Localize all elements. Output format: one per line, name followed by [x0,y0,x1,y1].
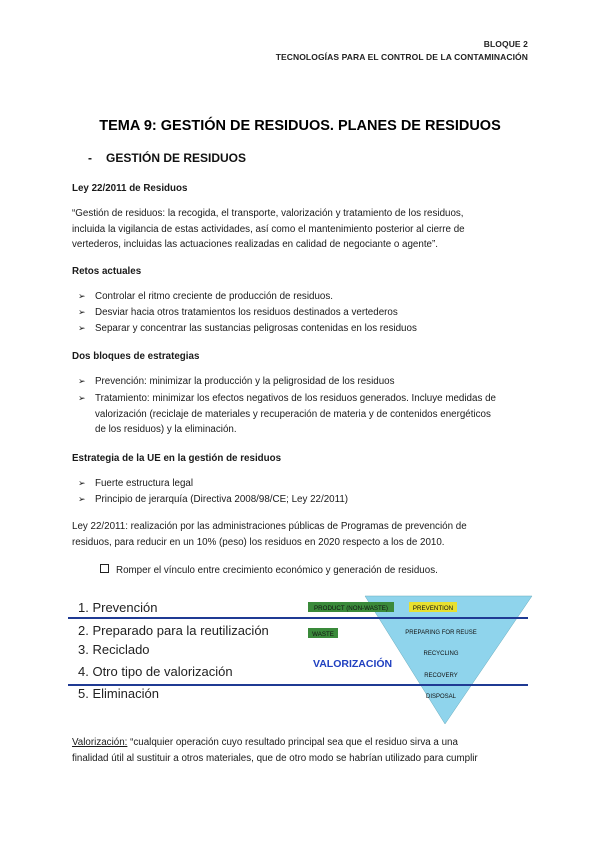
definition-start: “cualquier operación cuyo resultado principal sea que el residuo sirva a una [127,737,458,748]
list-item-text: de los residuos) y la eliminación. [95,424,237,435]
pyramid-level: DISPOSAL [425,694,457,700]
hierarchy-item: 2. Preparado para la reutilización [78,623,269,638]
law-line: vertederos, incluidas las actuaciones realizadas en calidad de negociante o agente”. [72,239,438,250]
paragraph-line: residuos, para reducir en un 10% (peso) los residuos en 2020 respecto a los de 2010. [72,536,445,548]
hierarchy-item: 3. Reciclado [78,642,150,657]
header-subject: TECNOLOGÍAS PARA EL CONTROL DE LA CONTAMINACIÓN [275,52,528,62]
pyramid-level: PREPARING FOR REUSE [405,630,477,636]
paragraph-line: finalidad útil al sustituir a otros materiales, que de otro modo se habrían utilizado para cumplir [72,752,478,764]
arrow-bullet-icon: ➢ [78,307,86,317]
list-item-text: Controlar el ritmo creciente de producción de residuos. [95,291,333,302]
list-item-text: Desviar hacia otros tratamientos los residuos destinados a vertederos [95,307,398,318]
list-item-text: valorización (reciclaje de materiales y recuperación de materia y de contenidos energéticos [95,408,491,420]
list-item-text: Separar y concentrar las sustancias peligrosas contenidas en los residuos [95,323,417,334]
prevention-label: PREVENTION [412,605,454,612]
law-line: “Gestión de residuos: la recogida, el transporte, valorización y tratamiento de los residuos, [72,208,464,219]
hierarchy-item: 4. Otro tipo de valorización [78,664,233,679]
retos-heading-text: Retos actuales [72,266,142,277]
hierarchy-item: 5. Eliminación [78,686,159,701]
arrow-bullet-icon: ➢ [78,494,86,504]
list-item-text: Fuerte estructura legal [95,478,194,489]
valorizacion-paragraph [72,735,532,766]
arrow-bullet-icon: ➢ [78,323,86,333]
checkbox-item-text: Romper el vínculo entre crecimiento económico y generación de residuos. [116,565,438,576]
page-title: TEMA 9: GESTIÓN DE RESIDUOS. PLANES DE RESIDUOS [99,118,501,134]
header-block: BLOQUE 2 [483,39,528,49]
law-line: incluida la vigilancia de estas actividades, así como el mantenimiento posterior al cierre de [72,223,465,235]
list-item-text: Tratamiento: minimizar los efectos negativos de los residuos generados. Incluye medidas de [95,393,496,404]
term-valorizacion: Valorización: [72,737,128,748]
list-item-text: Principio de jerarquía (Directiva 2008/98/CE; Ley 22/2011) [95,494,349,505]
ue-heading-text: Estrategia de la UE en la gestión de residuos [72,453,282,464]
bloques-heading-text: Dos bloques de estrategias [72,351,200,362]
paragraph-line [72,735,532,751]
waste-label: WASTE [312,631,334,638]
section-dash: - [88,151,92,165]
valorizacion-label: VALORIZACIÓN [313,658,393,670]
pyramid-level: RECOVERY [424,673,458,679]
product-label: PRODUCT (NON-WASTE) [314,605,388,612]
arrow-bullet-icon: ➢ [78,376,86,386]
law-heading-text: Ley 22/2011 de Residuos [72,183,188,194]
paragraph-line: Ley 22/2011: realización por las administraciones públicas de Programas de prevención de [72,521,467,532]
arrow-bullet-icon: ➢ [78,393,86,403]
hierarchy-item: 1. Prevención [78,600,158,615]
arrow-bullet-icon: ➢ [78,478,86,488]
list-item-text: Prevención: minimizar la producción y la peligrosidad de los residuos [95,376,395,387]
pyramid-level: RECYCLING [423,651,459,657]
section-label: GESTIÓN DE RESIDUOS [106,151,247,165]
arrow-bullet-icon: ➢ [78,291,86,301]
